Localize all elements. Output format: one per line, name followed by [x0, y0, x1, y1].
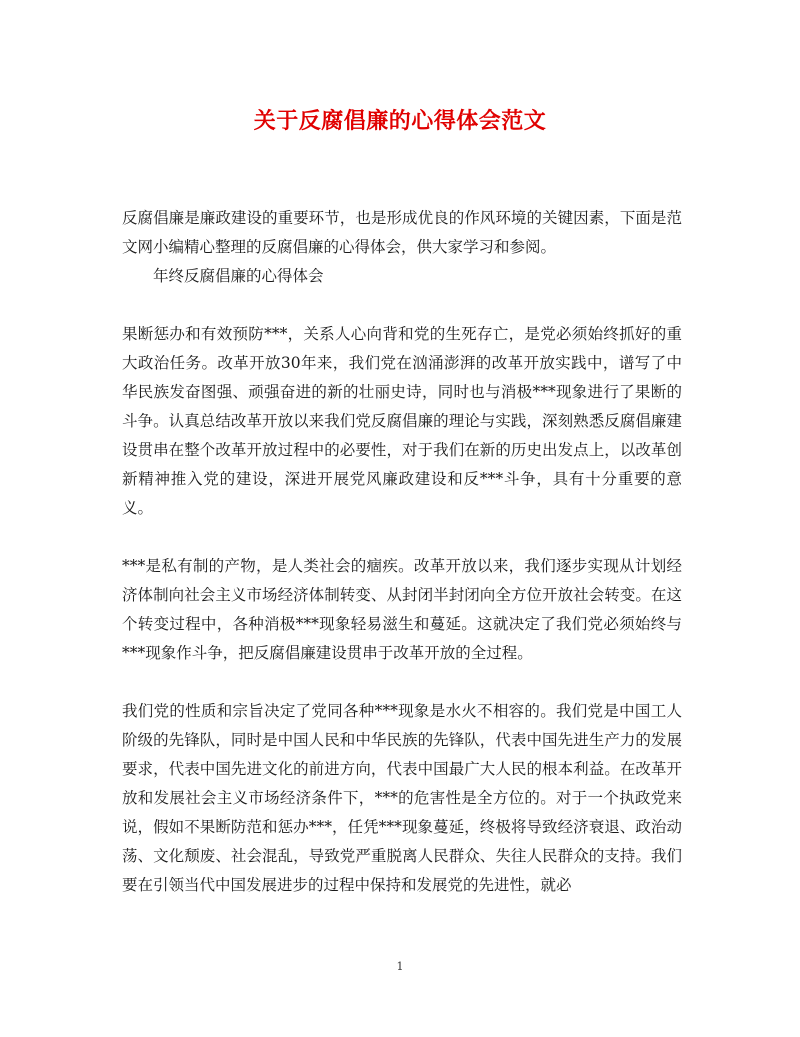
- intro-paragraph: 反腐倡廉是廉政建设的重要环节，也是形成优良的作风环境的关键因素，下面是范文网小编精心整理的反腐倡廉的心得体会，供大家学习和参阅。: [122, 209, 682, 256]
- document-title: 关于反腐倡廉的心得体会范文: [253, 108, 547, 134]
- body-paragraph-1: 果断惩办和有效预防***，关系人心向背和党的生死存亡，是党必须始终抓好的重大政治任务。改革开放30年来，我们党在汹涌澎湃的改革开放实践中，谱写了中华民族发奋图强、顽强奋进的新的壮丽史诗，同时也与消极***现象进行了果断的斗争。认真总结改革开放以来我们党反腐倡廉的理论与实践，深刻熟悉反腐倡廉建设贯串在整个改革开放过程中的必要性，对于我们在新的历史出发点上，以改革创新精神推入党的建设，深进开展党风廉政建设和反***斗争，具有十分重要的意义。: [122, 325, 682, 517]
- body-paragraph-2: ***是私有制的产物，是人类社会的痼疾。改革开放以来，我们逐步实现从计划经济体制向社会主义市场经济体制转变、从封闭半封闭向全方位开放社会转变。在这个转变过程中，各种消极***现象轻易滋生和蔓延。这就决定了我们党必须始终与***现象作斗争，把反腐倡廉建设贯串于改革开放的全过程。: [122, 557, 682, 662]
- body-paragraph-3: 我们党的性质和宗旨决定了党同各种***现象是水火不相容的。我们党是中国工人阶级的先锋队，同时是中国人民和中华民族的先锋队，代表中国先进生产力的发展要求，代表中国先进文化的前进方向，代表中国最广大人民的根本利益。在改革开放和发展社会主义市场经济条件下，***的危害性是全方位的。对于一个执政党来说，假如不果断防范和惩办***，任凭***现象蔓延，终极将导致经济衰退、政治动荡、文化颓废、社会混乱，导致党严重脱离人民群众、失往人民群众的支持。我们要在引领当代中国发展进步的过程中保持和发展党的先进性，就必: [122, 702, 682, 894]
- document-body: [122, 204, 682, 900]
- page-number: 1: [396, 960, 404, 973]
- subheading: 年终反腐倡廉的心得体会: [153, 267, 324, 285]
